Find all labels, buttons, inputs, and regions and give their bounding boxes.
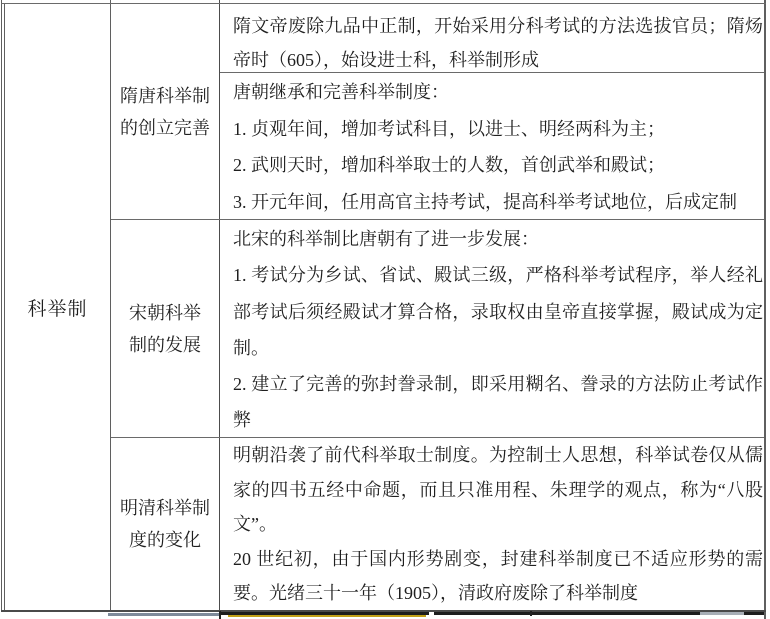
label-sui-tang-line2: 的创立完善 — [120, 117, 210, 138]
next-row-cell-edge-gray — [108, 613, 220, 616]
paragraph: 3. 开元年间，任用高官主持考试，提高科举考试地位，后成定制 — [233, 191, 737, 212]
detail-sui-founding — [220, 4, 766, 72]
next-row-cell-edge-light — [700, 612, 744, 615]
label-sui-tang-line1: 隋唐科举制 — [120, 85, 210, 106]
table-border-left-outer — [1, 0, 2, 612]
paragraph: 唐朝继承和完善科举制度： — [233, 82, 449, 102]
label-ming-qing — [111, 438, 219, 610]
label-ming-qing-line1: 明清科举制 — [120, 498, 210, 518]
label-sui-tang — [111, 4, 219, 219]
paragraph: 2. 武则天时，增加科举取士的人数，首创武举和殿试； — [233, 155, 665, 175]
detail-ming-qing-changes — [220, 438, 766, 610]
label-ming-qing-line2: 度的变化 — [129, 530, 201, 550]
label-song-line1: 宋朝科举 — [129, 302, 201, 323]
next-row-cell-highlight-yellow — [228, 615, 426, 617]
paragraph: 20 世纪初，由于国内形势剧变，封建科举制度已不适应形势的需要。光绪三十一年（1905），清政府废除了科举制度 — [233, 548, 763, 603]
paragraph: 1. 贞观年间，增加考试科目，以进士、明经两科为主； — [233, 118, 665, 139]
paragraph: 明朝沿袭了前代科举取士制度。为控制士人思想，科举试卷仅从儒家的四书五经中命题，而且只准用程、朱理学的观点，称为“八股文”。 — [233, 445, 763, 534]
paragraph: 1. 考试分为乡试、省试、殿试三级，严格科举考试程序，举人经礼部考试后须经殿试才算合格，录取权由皇帝直接掌握，殿试成为定制。 — [233, 265, 763, 358]
row-header-keju — [5, 4, 110, 610]
detail-tang-development — [220, 73, 766, 219]
paragraph: 北宋的科举制比唐朝有了进一步发展： — [233, 229, 539, 249]
label-song — [111, 220, 219, 437]
label-song-line2: 制的发展 — [129, 334, 201, 355]
next-row-divider-stub — [219, 611, 221, 619]
detail-song-development — [220, 220, 766, 437]
paragraph: 隋文帝废除九品中正制，开始采用分科考试的方法选拔官员；隋炀帝时（605），始设进士科，科举制形成 — [233, 16, 763, 70]
next-row-divider-stub-2 — [530, 611, 532, 616]
paragraph: 2. 建立了完善的弥封誊录制，即采用糊名、誊录的方法防止考试作弊 — [233, 374, 763, 431]
row-header-keju-label: 科举制 — [27, 298, 88, 320]
